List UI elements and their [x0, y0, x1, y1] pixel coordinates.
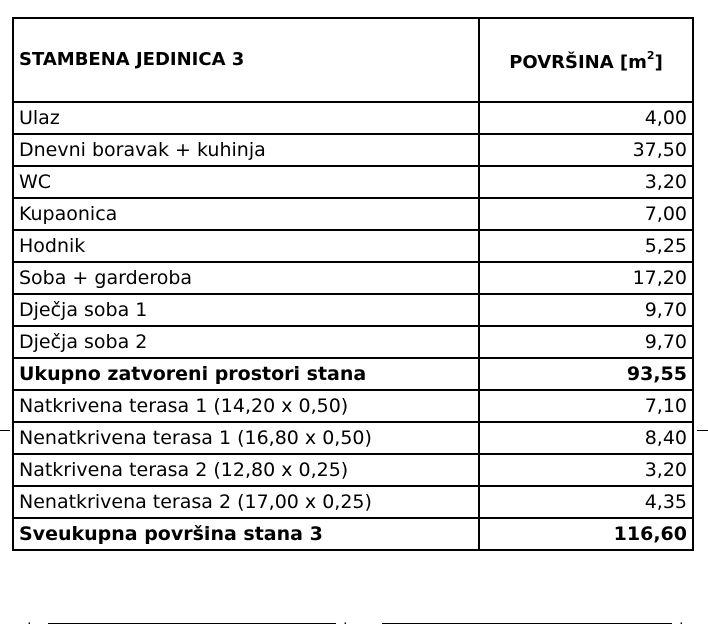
dimension-tick-mid: · [342, 617, 349, 630]
bottom-dimension-line [0, 617, 708, 630]
table-row [13, 198, 693, 230]
header-area-sup: 2 [646, 48, 655, 62]
header-unit-name: STAMBENA JEDINICA 3 [13, 18, 479, 102]
terrace-area: 4,35 [479, 486, 693, 518]
area-table-container [12, 17, 692, 595]
subtotal-value: 93,55 [479, 358, 693, 390]
room-name: Dnevni boravak + kuhinja [13, 134, 479, 166]
subtotal-row [13, 358, 693, 390]
room-area: 7,00 [479, 198, 693, 230]
total-label: Sveukupna površina stana 3 [13, 518, 479, 550]
table-row [13, 134, 693, 166]
terrace-name: Natkrivena terasa 2 (12,80 x 0,25) [13, 454, 479, 486]
room-area: 4,00 [479, 102, 693, 134]
terrace-area: 3,20 [479, 454, 693, 486]
dimension-line-right [382, 623, 672, 624]
header-area-prefix: POVRŠINA [m [509, 51, 647, 73]
terrace-name: Natkrivena terasa 1 (14,20 x 0,50) [13, 390, 479, 422]
table-row [13, 166, 693, 198]
room-name: Hodnik [13, 230, 479, 262]
table-body [13, 102, 693, 550]
right-edge-dash [697, 430, 708, 431]
table-header-row [13, 18, 693, 102]
dimension-tick-right: · [678, 617, 685, 630]
table-row [13, 294, 693, 326]
table-row [13, 262, 693, 294]
terrace-name: Nenatkrivena terasa 1 (16,80 x 0,50) [13, 422, 479, 454]
header-area [479, 18, 693, 102]
subtotal-label: Ukupno zatvoreni prostori stana [13, 358, 479, 390]
total-row [13, 518, 693, 550]
header-area-suffix: ] [654, 51, 663, 73]
dimension-line-left [48, 623, 336, 624]
room-name: Kupaonica [13, 198, 479, 230]
room-area: 17,20 [479, 262, 693, 294]
table-row [13, 390, 693, 422]
room-name: Dječja soba 2 [13, 326, 479, 358]
terrace-area: 8,40 [479, 422, 693, 454]
area-table [12, 17, 694, 551]
table-row [13, 102, 693, 134]
room-area: 9,70 [479, 326, 693, 358]
room-name: Ulaz [13, 102, 479, 134]
terrace-name: Nenatkrivena terasa 2 (17,00 x 0,25) [13, 486, 479, 518]
table-row [13, 486, 693, 518]
table-row [13, 454, 693, 486]
left-edge-dash [0, 430, 10, 431]
dimension-tick-left: · [26, 617, 33, 630]
table-row [13, 326, 693, 358]
room-name: Soba + garderoba [13, 262, 479, 294]
room-area: 9,70 [479, 294, 693, 326]
table-row [13, 230, 693, 262]
room-area: 3,20 [479, 166, 693, 198]
table-row [13, 422, 693, 454]
terrace-area: 7,10 [479, 390, 693, 422]
room-name: Dječja soba 1 [13, 294, 479, 326]
room-name: WC [13, 166, 479, 198]
room-area: 37,50 [479, 134, 693, 166]
room-area: 5,25 [479, 230, 693, 262]
total-value: 116,60 [479, 518, 693, 550]
